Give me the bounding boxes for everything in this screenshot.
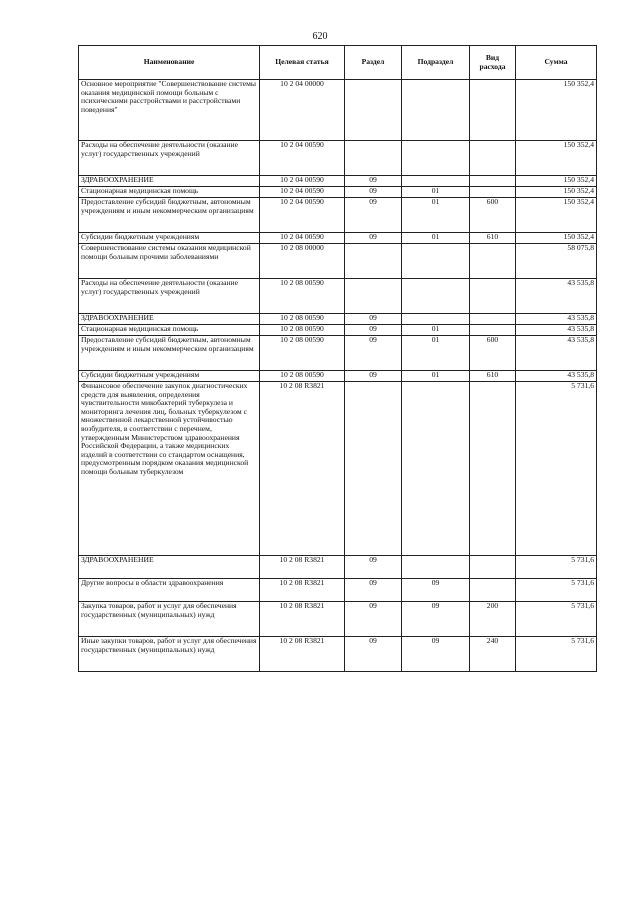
cell-expense-type: 610 <box>470 371 516 382</box>
cell-name: Расходы на обеспечение деятельности (оказание услуг) государственных учреждений <box>79 141 260 176</box>
table-row <box>79 556 597 579</box>
cell-subsection: 01 <box>402 371 470 382</box>
cell-subsection <box>402 141 470 176</box>
cell-target: 10 2 08 00590 <box>260 371 345 382</box>
cell-section <box>345 382 402 556</box>
cell-target: 10 2 08 00000 <box>260 244 345 279</box>
cell-expense-type <box>470 314 516 325</box>
cell-subsection: 01 <box>402 187 470 198</box>
cell-amount: 5 731,6 <box>516 556 597 579</box>
header-subsection: Подраздел <box>402 46 470 80</box>
cell-expense-type: 200 <box>470 602 516 637</box>
cell-target: 10 2 08 00590 <box>260 279 345 314</box>
cell-subsection: 01 <box>402 336 470 371</box>
cell-subsection <box>402 176 470 187</box>
table-row <box>79 637 597 672</box>
cell-subsection <box>402 244 470 279</box>
table-row <box>79 279 597 314</box>
cell-section <box>345 244 402 279</box>
cell-subsection <box>402 80 470 141</box>
cell-expense-type: 600 <box>470 198 516 233</box>
cell-target: 10 2 04 00590 <box>260 198 345 233</box>
table-row <box>79 233 597 244</box>
cell-expense-type <box>470 80 516 141</box>
table-row <box>79 602 597 637</box>
cell-name: ЗДРАВООХРАНЕНИЕ <box>79 556 260 579</box>
header-target: Целевая статья <box>260 46 345 80</box>
table-row <box>79 371 597 382</box>
cell-target: 10 2 08 00590 <box>260 336 345 371</box>
cell-amount: 150 352,4 <box>516 187 597 198</box>
cell-amount: 43 535,8 <box>516 314 597 325</box>
table-row <box>79 579 597 602</box>
cell-subsection: 01 <box>402 198 470 233</box>
cell-target: 10 2 04 00590 <box>260 233 345 244</box>
cell-target: 10 2 08 R3821 <box>260 382 345 556</box>
cell-section: 09 <box>345 325 402 336</box>
cell-amount: 150 352,4 <box>516 176 597 187</box>
cell-expense-type <box>470 325 516 336</box>
cell-expense-type <box>470 279 516 314</box>
cell-amount: 58 075,8 <box>516 244 597 279</box>
cell-subsection <box>402 382 470 556</box>
cell-expense-type <box>470 187 516 198</box>
cell-name: Предоставление субсидий бюджетным, автономным учреждениям и иным некоммерческим организациям <box>79 336 260 371</box>
cell-section: 09 <box>345 233 402 244</box>
table-row <box>79 325 597 336</box>
cell-subsection: 09 <box>402 602 470 637</box>
cell-name: Предоставление субсидий бюджетным, автономным учреждениям и иным некоммерческим организациям <box>79 198 260 233</box>
table-header-row <box>79 46 597 80</box>
cell-section <box>345 80 402 141</box>
header-amount: Сумма <box>516 46 597 80</box>
table-row <box>79 382 597 556</box>
cell-section: 09 <box>345 314 402 325</box>
cell-subsection: 01 <box>402 233 470 244</box>
cell-expense-type <box>470 141 516 176</box>
cell-subsection <box>402 314 470 325</box>
cell-name: Другие вопросы в области здравоохранения <box>79 579 260 602</box>
cell-target: 10 2 04 00590 <box>260 141 345 176</box>
cell-name: Стационарная медицинская помощь <box>79 187 260 198</box>
cell-amount: 5 731,6 <box>516 602 597 637</box>
table-row <box>79 141 597 176</box>
cell-expense-type: 610 <box>470 233 516 244</box>
cell-amount: 43 535,8 <box>516 325 597 336</box>
cell-name: Закупка товаров, работ и услуг для обеспечения государственных (муниципальных) нужд <box>79 602 260 637</box>
cell-target: 10 2 08 R3821 <box>260 637 345 672</box>
budget-table <box>78 45 597 672</box>
cell-target: 10 2 08 00590 <box>260 314 345 325</box>
cell-name: ЗДРАВООХРАНЕНИЕ <box>79 314 260 325</box>
header-expense-type: Вид расхода <box>470 46 516 80</box>
table-row <box>79 176 597 187</box>
page-number: 620 <box>312 31 328 42</box>
cell-section: 09 <box>345 198 402 233</box>
cell-subsection: 09 <box>402 637 470 672</box>
cell-expense-type: 600 <box>470 336 516 371</box>
table-row <box>79 314 597 325</box>
cell-amount: 5 731,6 <box>516 637 597 672</box>
table-row <box>79 244 597 279</box>
cell-amount: 5 731,6 <box>516 579 597 602</box>
cell-expense-type <box>470 556 516 579</box>
table-row <box>79 80 597 141</box>
cell-section: 09 <box>345 602 402 637</box>
cell-section: 09 <box>345 187 402 198</box>
cell-target: 10 2 04 00590 <box>260 187 345 198</box>
table-row <box>79 336 597 371</box>
cell-target: 10 2 08 00590 <box>260 325 345 336</box>
cell-section: 09 <box>345 579 402 602</box>
cell-section: 09 <box>345 556 402 579</box>
cell-subsection: 09 <box>402 579 470 602</box>
cell-target: 10 2 08 R3821 <box>260 556 345 579</box>
cell-expense-type <box>470 176 516 187</box>
cell-name: Основное мероприятие "Совершенствование системы оказания медицинской помощи больным с психическими расстройствами и расстройствами поведения" <box>79 80 260 141</box>
cell-name: Субсидии бюджетным учреждениям <box>79 233 260 244</box>
cell-amount: 150 352,4 <box>516 141 597 176</box>
cell-amount: 43 535,8 <box>516 371 597 382</box>
table-row <box>79 187 597 198</box>
cell-amount: 150 352,4 <box>516 233 597 244</box>
cell-expense-type <box>470 382 516 556</box>
cell-target: 10 2 08 R3821 <box>260 602 345 637</box>
cell-section: 09 <box>345 336 402 371</box>
cell-name: Субсидии бюджетным учреждениям <box>79 371 260 382</box>
table-body <box>79 80 597 672</box>
cell-name: Финансовое обеспечение закупок диагностических средств для выявления, определения чувствительности микобактерий туберкулеза и мониторинга лечения лиц, больных туберкулезом с множественной лекарственной устойчивостью возбудителя, в соответствии с перечнем, утвержденным Министерством здравоохранения Российской Федерации, а также медицинских изделий в соответствии со стандартом оснащения, предусмотренным порядком оказания медицинской помощи больным туберкулезом <box>79 382 260 556</box>
cell-target: 10 2 04 00000 <box>260 80 345 141</box>
cell-section: 09 <box>345 371 402 382</box>
cell-amount: 150 352,4 <box>516 198 597 233</box>
table-row <box>79 198 597 233</box>
cell-amount: 43 535,8 <box>516 279 597 314</box>
cell-name: Расходы на обеспечение деятельности (оказание услуг) государственных учреждений <box>79 279 260 314</box>
cell-target: 10 2 08 R3821 <box>260 579 345 602</box>
cell-expense-type: 240 <box>470 637 516 672</box>
cell-section: 09 <box>345 637 402 672</box>
cell-subsection: 01 <box>402 325 470 336</box>
cell-name: Иные закупки товаров, работ и услуг для обеспечения государственных (муниципальных) нужд <box>79 637 260 672</box>
cell-target: 10 2 04 00590 <box>260 176 345 187</box>
cell-name: Стационарная медицинская помощь <box>79 325 260 336</box>
cell-section <box>345 279 402 314</box>
cell-amount: 43 535,8 <box>516 336 597 371</box>
cell-amount: 150 352,4 <box>516 80 597 141</box>
cell-subsection <box>402 556 470 579</box>
cell-amount: 5 731,6 <box>516 382 597 556</box>
cell-subsection <box>402 279 470 314</box>
cell-name: ЗДРАВООХРАНЕНИЕ <box>79 176 260 187</box>
cell-section <box>345 141 402 176</box>
header-name: Наименование <box>79 46 260 80</box>
cell-section: 09 <box>345 176 402 187</box>
cell-expense-type <box>470 244 516 279</box>
cell-expense-type <box>470 579 516 602</box>
cell-name: Совершенствование системы оказания медицинской помощи больным прочими заболеваниями <box>79 244 260 279</box>
header-section: Раздел <box>345 46 402 80</box>
